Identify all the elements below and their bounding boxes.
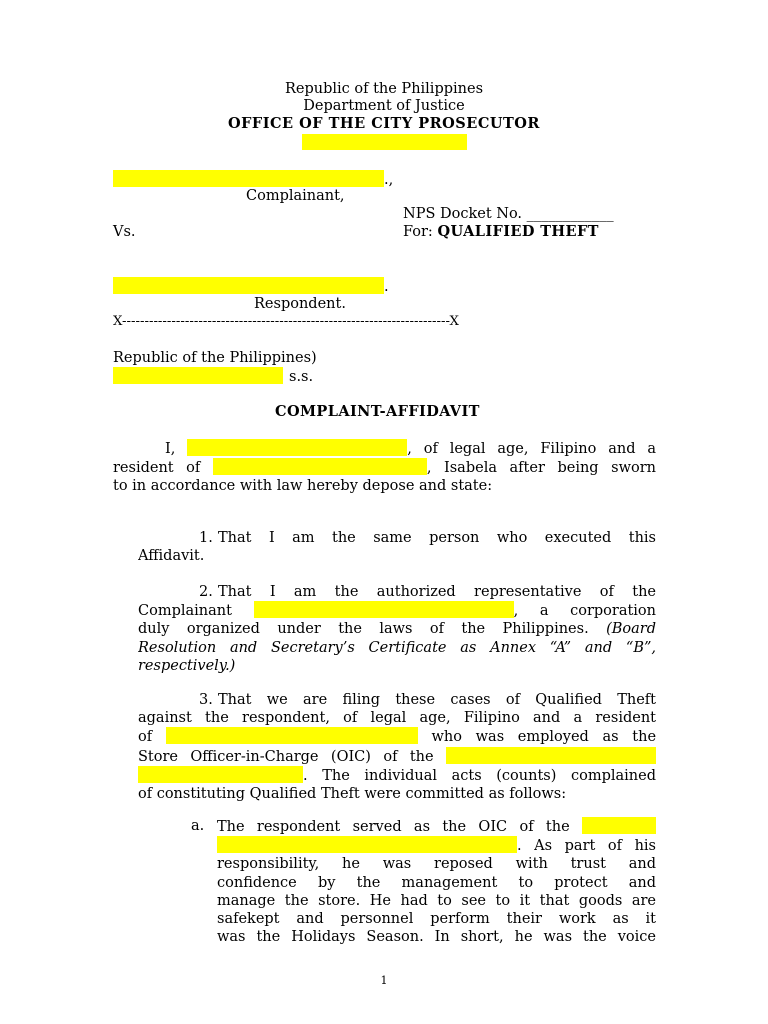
item3-line-4: Store Officer-in-Charge (OIC) of the — [138, 747, 656, 766]
item2-line-5: respectively.) — [138, 657, 236, 674]
redacted-company-name — [254, 601, 514, 618]
redacted-affiant-name — [187, 439, 407, 456]
item3-line-6: of constituting Qualified Theft were committed as follows: — [138, 786, 567, 803]
intro-line-1: I, , of legal age, Filipino and a — [165, 441, 656, 457]
redacted-store-ref-cont — [217, 836, 517, 853]
complainant-label: Complainant, — [246, 188, 345, 204]
item-a-paragraph — [217, 817, 656, 946]
redacted-city-field — [302, 134, 467, 150]
redacted-complainant-name — [113, 170, 384, 187]
respondent-name-line — [113, 277, 389, 296]
item-a-line-5: manage the store. He had to see to it that goods are — [217, 892, 656, 909]
venue-republic: Republic of the Philippines) — [113, 350, 317, 366]
item2-number: 2. — [199, 584, 213, 600]
docket-number: NPS Docket No. ____________ — [403, 206, 614, 222]
item3-line-1: That we are filing these cases of Qualified Theft — [218, 692, 656, 708]
item-a-line-1: The respondent served as the OIC of the — [217, 817, 656, 836]
item1-paragraph — [138, 529, 656, 565]
page-number: 1 — [380, 974, 388, 987]
item3-line-3: of who was employed as the — [138, 729, 656, 746]
item3-line-5: . The individual acts (counts) complained — [138, 766, 656, 785]
ss-label: s.s. — [289, 369, 314, 385]
caption-separator: X-------------------------------------------------------------------------X — [113, 314, 459, 329]
header-department: Department of Justice — [303, 98, 465, 114]
item2-line-1: That I am the authorized representative of the — [218, 584, 656, 600]
item-a-line-7: was the Holidays Season. In short, he was the voice — [217, 929, 656, 946]
redacted-store-name-cont — [138, 766, 303, 783]
item2-paragraph — [138, 583, 656, 675]
item1-number: 1. — [199, 530, 213, 546]
item-a-line-2: . As part of his — [217, 836, 656, 855]
redacted-store-name — [446, 747, 656, 764]
redacted-store-ref — [582, 817, 656, 834]
header-office: OFFICE OF THE CITY PROSECUTOR — [228, 115, 540, 132]
item2-line-4: Resolution and Secretary’s Certificate as Annex “A” and “B”, — [138, 639, 656, 656]
charge-value: QUALIFIED THEFT — [437, 223, 599, 240]
charge-line — [403, 223, 599, 241]
item2-line-3: duly organized under the laws of the Philippines. (Board — [138, 621, 656, 638]
item2-line-2: Complainant , a corporation — [138, 603, 656, 620]
header-republic: Republic of the Philippines — [284, 81, 484, 97]
for-label: For: — [403, 224, 438, 240]
item3-line-2: against the respondent, of legal age, Filipino and a resident — [138, 710, 656, 727]
redacted-respondent-address — [166, 727, 418, 744]
intro-line-3: to in accordance with law hereby depose and state: — [113, 478, 493, 495]
respondent-label: Respondent. — [254, 296, 346, 312]
item3-paragraph — [138, 691, 656, 803]
item-a-letter: a. — [191, 818, 205, 834]
redacted-venue-city — [113, 367, 283, 384]
intro-line-2: resident of , Isabela after being sworn — [113, 460, 656, 477]
item3-number: 3. — [199, 692, 213, 708]
item1-line-1: That I am the same person who executed this — [218, 530, 656, 546]
document-title: COMPLAINT-AFFIDAVIT — [275, 403, 480, 420]
venue-line — [113, 367, 313, 386]
item-a-line-6: safekept and personnel perform their work as it — [217, 911, 656, 928]
complainant-suffix: ., — [384, 172, 394, 188]
item-a-line-4: confidence by the management to protect and — [217, 874, 656, 891]
redacted-respondent-name — [113, 277, 384, 294]
intro-paragraph — [113, 439, 656, 496]
item-a-line-3: responsibility, he was reposed with trust and — [217, 856, 656, 873]
item1-line-2: Affidavit. — [138, 548, 205, 565]
respondent-suffix: . — [384, 279, 389, 295]
vs-label: Vs. — [113, 224, 136, 240]
redacted-affiant-address — [213, 458, 427, 475]
